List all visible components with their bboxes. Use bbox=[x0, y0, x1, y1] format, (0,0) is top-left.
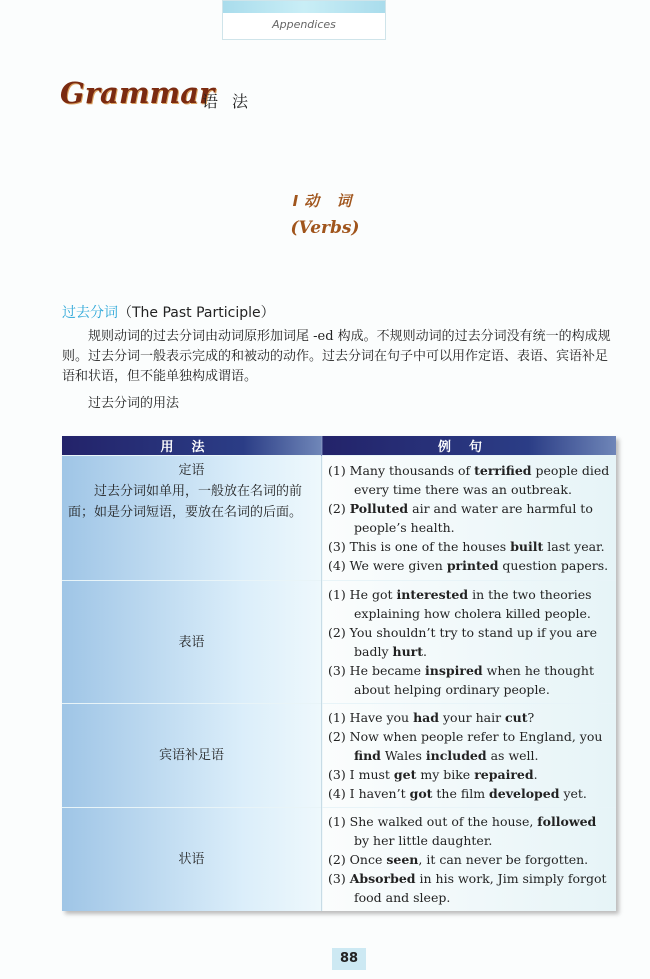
sentence-text: (4) We were given bbox=[328, 558, 447, 573]
highlighted-participle: inspired bbox=[425, 663, 483, 678]
header-usage: 用法 bbox=[62, 436, 322, 456]
section-label: Appendices bbox=[272, 18, 336, 31]
usage-table bbox=[62, 436, 616, 911]
sentence-text: your hair bbox=[439, 710, 506, 725]
sentence-text: (3) bbox=[328, 871, 350, 886]
sentence-text: in the two theories explaining how cholera killed people. bbox=[354, 587, 592, 621]
highlighted-participle: printed bbox=[446, 558, 499, 573]
topic-heading bbox=[62, 302, 275, 322]
examples-cell bbox=[322, 456, 617, 581]
sentence-text: question papers. bbox=[498, 558, 609, 573]
sentence-text: Wales bbox=[380, 748, 426, 763]
highlighted-participle: Absorbed bbox=[349, 871, 416, 886]
highlighted-participle: followed bbox=[537, 814, 597, 829]
sentence-text: as well. bbox=[486, 748, 539, 763]
highlighted-participle: included bbox=[425, 748, 487, 763]
sentence-text: , it can never be forgotten. bbox=[418, 852, 589, 867]
example-sentence bbox=[328, 661, 610, 699]
topic-zh: 过去分词 bbox=[62, 305, 118, 321]
example-sentence bbox=[328, 499, 610, 537]
usage-cell bbox=[62, 808, 322, 912]
highlighted-participle: find bbox=[354, 748, 381, 763]
sentence-text: by her little daughter. bbox=[354, 833, 493, 848]
example-sentence bbox=[328, 784, 610, 803]
example-sentence bbox=[328, 556, 610, 575]
highlighted-participle: get bbox=[393, 767, 417, 782]
sentence-text: (1) She walked out of the house, bbox=[328, 814, 538, 829]
usage-label: 过去分词的用法 bbox=[88, 396, 180, 411]
sentence-text: (2) Now when people refer to England, you bbox=[328, 729, 603, 744]
highlighted-participle: hurt bbox=[392, 644, 424, 659]
highlighted-participle: repaired bbox=[474, 767, 534, 782]
highlighted-participle: Polluted bbox=[349, 501, 409, 516]
sentence-text: (4) I haven’t bbox=[328, 786, 410, 801]
example-sentence bbox=[328, 850, 610, 869]
usage-label: 表语 bbox=[178, 634, 205, 650]
usage-label: 状语 bbox=[178, 852, 205, 867]
sentence-text: (1) Have you bbox=[328, 710, 414, 725]
sentence-text: when he thought about helping ordinary people. bbox=[354, 663, 594, 697]
page-number: 88 bbox=[332, 948, 366, 970]
highlighted-participle: had bbox=[413, 710, 440, 725]
usage-cell bbox=[62, 456, 322, 581]
header-examples: 例句 bbox=[322, 436, 617, 456]
highlighted-participle: terrified bbox=[474, 463, 532, 478]
sentence-text: . bbox=[423, 644, 428, 659]
example-sentence bbox=[328, 727, 610, 765]
example-sentence bbox=[328, 708, 610, 727]
example-sentence bbox=[328, 765, 610, 784]
sentence-text: (3) I must bbox=[328, 767, 394, 782]
examples-cell bbox=[322, 808, 617, 912]
usage-cell bbox=[62, 581, 322, 704]
sentence-text: air and water are harmful to people’s health. bbox=[354, 501, 593, 535]
highlighted-participle: developed bbox=[489, 786, 560, 801]
sentence-text: last year. bbox=[543, 539, 605, 554]
sentence-text: (2) Once bbox=[328, 852, 387, 867]
topic-en: （The Past Participle） bbox=[118, 305, 275, 321]
chapter-title: Ⅰ动 词 bbox=[292, 192, 358, 210]
usage-note: 过去分词如单用，一般放在名词的前面；如是分词短语，要放在名词的后面。 bbox=[68, 484, 303, 520]
sentence-text: (2) You shouldn’t try to stand up if you are badly bbox=[328, 625, 597, 659]
sentence-text: people died every time there was an outbreak. bbox=[354, 463, 610, 497]
title-english: Grammar bbox=[60, 76, 215, 110]
highlighted-participle: seen bbox=[386, 852, 419, 867]
highlighted-participle: got bbox=[409, 786, 433, 801]
sentence-text: (3) He became bbox=[328, 663, 426, 678]
example-sentence bbox=[328, 869, 610, 907]
table-row bbox=[62, 581, 616, 704]
sentence-text: ? bbox=[527, 710, 535, 725]
sentence-text: (3) This is one of the houses bbox=[328, 539, 511, 554]
usage-label: 宾语补足语 bbox=[158, 748, 224, 763]
sentence-text: yet. bbox=[559, 786, 587, 801]
highlighted-participle: built bbox=[510, 539, 544, 554]
example-sentence bbox=[328, 537, 610, 556]
usage-label: 定语 bbox=[178, 463, 205, 478]
example-sentence bbox=[328, 812, 610, 850]
examples-cell bbox=[322, 581, 617, 704]
sentence-text: (1) Many thousands of bbox=[328, 463, 475, 478]
sentence-text: (2) bbox=[328, 501, 350, 516]
sentence-text: the film bbox=[432, 786, 490, 801]
table-row bbox=[62, 704, 616, 808]
intro-paragraph: 规则动词的过去分词由动词原形加词尾 -ed 构成。不规则动词的过去分词没有统一的构成规则。过去分词一般表示完成的和被动的动作。过去分词在句子中可以用作定语、表语、宾语补足语和状语，但不能单独构成谓语。 bbox=[62, 329, 611, 384]
examples-cell bbox=[322, 704, 617, 808]
title-chinese: 语法 bbox=[202, 92, 263, 111]
table-row bbox=[62, 456, 616, 581]
sentence-text: in his work, Jim simply forgot food and sleep. bbox=[354, 871, 607, 905]
usage-cell bbox=[62, 704, 322, 808]
chapter-subtitle: (Verbs) bbox=[290, 218, 360, 238]
sentence-text: my bike bbox=[416, 767, 475, 782]
example-sentence bbox=[328, 623, 610, 661]
table-row bbox=[62, 808, 616, 912]
section-banner bbox=[222, 0, 386, 40]
example-sentence bbox=[328, 585, 610, 623]
example-sentence bbox=[328, 461, 610, 499]
sentence-text: (1) He got bbox=[328, 587, 397, 602]
highlighted-participle: cut bbox=[505, 710, 528, 725]
sentence-text: . bbox=[533, 767, 538, 782]
highlighted-participle: interested bbox=[396, 587, 469, 602]
